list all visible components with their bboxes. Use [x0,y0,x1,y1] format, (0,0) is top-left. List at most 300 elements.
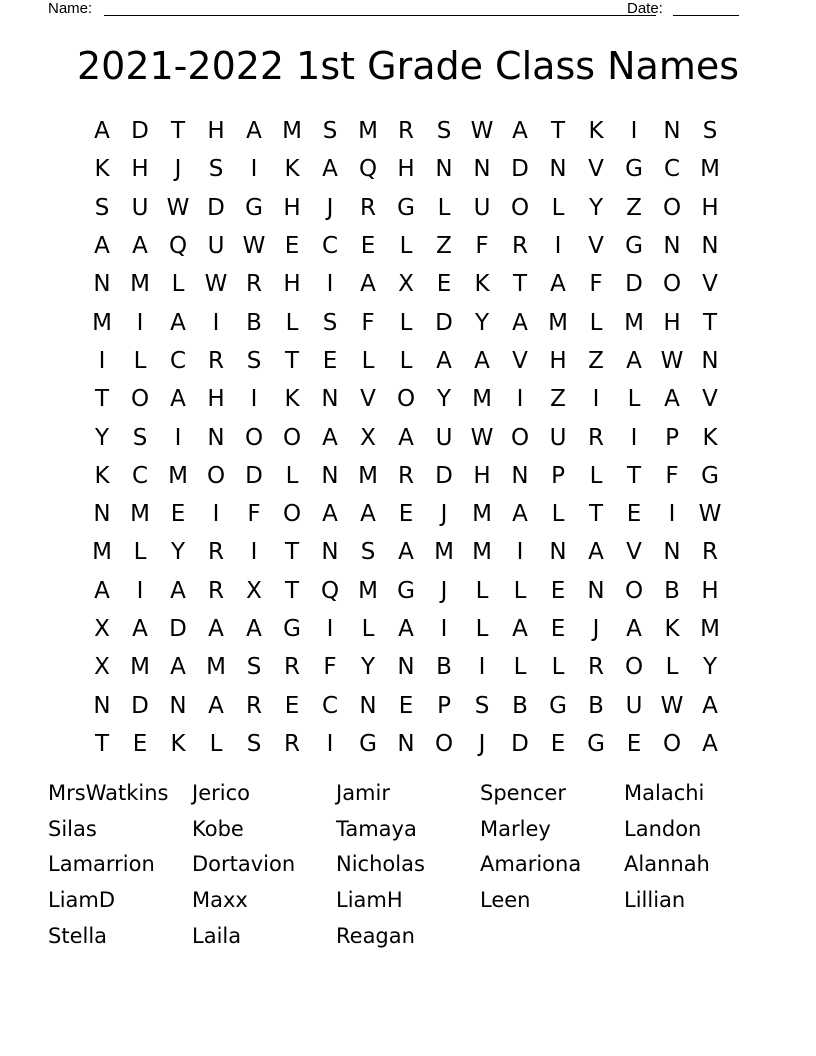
grid-letter[interactable]: M [358,577,378,604]
grid-letter[interactable]: R [284,654,300,681]
grid-letter[interactable]: J [478,730,486,757]
grid-letter[interactable]: U [625,692,643,719]
grid-letter[interactable]: E [550,577,566,604]
grid-letter[interactable]: T [626,462,642,489]
grid-letter[interactable]: W [660,692,684,719]
grid-letter[interactable]: M [92,309,112,336]
grid-letter[interactable]: O [624,654,644,681]
grid-letter[interactable]: F [323,654,337,681]
grid-letter[interactable]: V [512,347,528,374]
grid-letter[interactable]: Q [320,577,340,604]
grid-letter[interactable]: N [359,692,377,719]
grid-letter[interactable]: L [589,462,603,489]
grid-letter[interactable]: M [358,118,378,145]
grid-letter[interactable]: A [246,118,262,145]
grid-letter[interactable]: M [130,271,150,298]
grid-letter[interactable]: D [435,309,453,336]
grid-letter[interactable]: U [131,194,149,221]
grid-letter[interactable]: L [513,654,527,681]
grid-letter[interactable]: N [663,539,681,566]
grid-letter[interactable]: A [512,501,528,528]
grid-letter[interactable]: O [434,730,454,757]
grid-letter[interactable]: I [630,118,638,145]
grid-letter[interactable]: G [397,577,415,604]
grid-letter[interactable]: P [437,692,451,719]
grid-letter[interactable]: A [626,347,642,374]
grid-letter[interactable]: A [208,616,224,642]
grid-letter[interactable]: A [208,692,224,719]
grid-letter[interactable]: I [326,271,334,298]
grid-letter[interactable]: N [93,692,111,719]
grid-letter[interactable]: X [94,654,110,681]
grid-letter[interactable]: D [169,616,187,642]
grid-letter[interactable]: M [434,539,454,566]
grid-letter[interactable]: X [398,271,414,298]
grid-letter[interactable]: P [551,462,565,489]
grid-letter[interactable]: R [588,424,604,451]
grid-letter[interactable]: G [625,156,643,183]
grid-letter[interactable]: O [662,194,682,221]
grid-letter[interactable]: H [283,194,301,221]
grid-letter[interactable]: Y [474,309,490,336]
grid-letter[interactable]: R [398,462,414,489]
grid-letter[interactable]: Y [588,194,604,221]
grid-letter[interactable]: W [204,271,228,298]
grid-letter[interactable]: B [664,577,680,604]
grid-letter[interactable]: V [588,156,604,183]
grid-letter[interactable]: O [662,271,682,298]
grid-letter[interactable]: C [321,692,339,719]
grid-letter[interactable]: X [360,424,376,451]
grid-letter[interactable]: I [136,577,144,604]
grid-letter[interactable]: S [436,118,452,145]
grid-letter[interactable]: I [516,386,524,413]
grid-letter[interactable]: Z [550,386,566,413]
grid-letter[interactable]: M [548,309,568,336]
grid-letter[interactable]: I [212,309,220,336]
grid-letter[interactable]: F [475,233,489,260]
grid-letter[interactable]: Q [358,156,378,183]
grid-letter[interactable]: Y [702,654,718,681]
grid-letter[interactable]: W [698,501,722,528]
grid-letter[interactable]: N [549,539,567,566]
word-bank-item: Laila [192,923,242,948]
grid-letter[interactable]: A [664,386,680,413]
grid-letter[interactable]: Y [436,386,452,413]
grid-letter[interactable]: V [702,386,718,413]
grid-letter[interactable]: U [435,424,453,451]
grid-letter[interactable]: A [436,347,452,374]
grid-letter[interactable]: N [321,462,339,489]
grid-letter[interactable]: O [624,577,644,604]
grid-letter[interactable]: G [587,730,605,757]
grid-letter[interactable]: M [472,539,492,566]
grid-letter[interactable]: O [662,730,682,757]
grid-letter[interactable]: I [478,654,486,681]
grid-letter[interactable]: I [554,233,562,260]
grid-letter[interactable]: Y [360,654,376,681]
grid-letter[interactable]: W [166,194,190,221]
grid-letter[interactable]: L [399,309,413,336]
grid-letter[interactable]: G [549,692,567,719]
grid-letter[interactable]: S [246,730,262,757]
grid-letter[interactable]: L [551,654,565,681]
grid-letter[interactable]: C [321,233,339,260]
grid-letter[interactable]: N [549,156,567,183]
grid-letter[interactable]: O [206,462,226,489]
grid-letter[interactable]: S [132,424,148,451]
grid-letter[interactable]: D [245,462,263,489]
grid-letter[interactable]: I [250,156,258,183]
grid-letter[interactable]: V [588,233,604,260]
grid-letter[interactable]: M [168,462,188,489]
grid-letter[interactable]: O [510,194,530,221]
grid-letter[interactable]: E [398,501,414,528]
grid-letter[interactable]: H [701,577,719,604]
grid-letter[interactable]: A [94,577,110,604]
grid-letter[interactable]: K [94,156,110,183]
grid-letter[interactable]: K [284,156,300,183]
grid-letter[interactable]: L [285,462,299,489]
grid-letter[interactable]: U [549,424,567,451]
grid-letter[interactable]: N [511,462,529,489]
grid-letter[interactable]: A [512,309,528,336]
grid-letter[interactable]: A [132,616,148,642]
grid-letter[interactable]: T [550,118,566,145]
grid-letter[interactable]: A [550,271,566,298]
date-blank-line[interactable] [673,15,739,16]
grid-letter[interactable]: S [702,118,718,145]
grid-letter[interactable]: J [592,616,600,642]
grid-letter[interactable]: T [284,347,300,374]
grid-letter[interactable]: H [397,156,415,183]
grid-letter[interactable]: K [702,424,718,451]
grid-letter[interactable]: E [550,730,566,757]
grid-letter[interactable]: C [663,156,681,183]
grid-letter[interactable]: Z [588,347,604,374]
grid-letter[interactable]: N [435,156,453,183]
grid-letter[interactable]: M [700,156,720,183]
grid-letter[interactable]: L [361,347,375,374]
grid-row [83,342,731,380]
grid-letter[interactable]: A [132,233,148,260]
grid-letter[interactable]: K [170,730,186,757]
grid-letter[interactable]: K [94,462,110,489]
grid-letter[interactable]: H [663,309,681,336]
grid-letter[interactable]: N [587,577,605,604]
grid-letter[interactable]: I [98,347,106,374]
grid-letter[interactable]: R [208,539,224,566]
grid-letter[interactable]: M [472,386,492,413]
grid-letter[interactable]: T [284,539,300,566]
grid-letter[interactable]: F [247,501,261,528]
grid-letter[interactable]: W [242,233,266,260]
grid-letter[interactable]: L [133,347,147,374]
grid-letter[interactable]: V [702,271,718,298]
grid-letter[interactable]: M [472,501,492,528]
grid-letter[interactable]: T [94,386,110,413]
grid-letter[interactable]: L [551,194,565,221]
grid-letter[interactable]: A [398,616,414,642]
grid-letter[interactable]: A [170,309,186,336]
grid-letter[interactable]: Z [626,194,642,221]
grid-letter[interactable]: T [284,577,300,604]
grid-letter[interactable]: E [626,501,642,528]
grid-letter[interactable]: I [592,386,600,413]
grid-letter[interactable]: E [132,730,148,757]
grid-letter[interactable]: F [361,309,375,336]
grid-letter[interactable]: R [284,730,300,757]
grid-letter[interactable]: S [246,347,262,374]
grid-letter[interactable]: R [702,539,718,566]
grid-letter[interactable]: R [246,692,262,719]
grid-letter[interactable]: C [169,347,187,374]
grid-letter[interactable]: E [284,233,300,260]
grid-letter[interactable]: E [360,233,376,260]
grid-letter[interactable]: N [169,692,187,719]
grid-letter[interactable]: A [360,501,376,528]
grid-letter[interactable]: A [360,271,376,298]
grid-letter[interactable]: I [326,730,334,757]
word-bank-item: Lillian [624,888,686,913]
grid-letter[interactable]: D [625,271,643,298]
grid-letter[interactable]: D [207,194,225,221]
grid-letter[interactable]: Z [436,233,452,260]
grid-letter[interactable]: W [470,424,494,451]
grid-letter[interactable]: G [245,194,263,221]
grid-letter[interactable]: J [326,194,334,221]
grid-letter[interactable]: H [549,347,567,374]
grid-letter[interactable]: D [435,462,453,489]
grid-letter[interactable]: H [701,194,719,221]
grid-letter[interactable]: A [170,386,186,413]
grid-letter[interactable]: A [512,616,528,642]
grid-letter[interactable]: L [513,577,527,604]
grid-letter[interactable]: L [551,501,565,528]
grid-letter[interactable]: G [701,462,719,489]
grid-letter[interactable]: N [473,156,491,183]
grid-letter[interactable]: J [440,577,448,604]
grid-letter[interactable]: M [282,118,302,145]
grid-letter[interactable]: J [440,501,448,528]
grid-letter[interactable]: N [93,271,111,298]
grid-letter[interactable]: E [398,692,414,719]
grid-letter[interactable]: I [326,616,334,642]
grid-row [83,495,731,533]
grid-letter[interactable]: L [285,309,299,336]
word-bank-item: Maxx [192,888,248,913]
grid-letter[interactable]: I [250,386,258,413]
grid-letter[interactable]: E [284,692,300,719]
grid-letter[interactable]: R [246,271,262,298]
grid-letter[interactable]: L [627,386,641,413]
grid-letter[interactable]: A [398,424,414,451]
grid-letter[interactable]: A [702,730,718,757]
grid-letter[interactable]: Q [168,233,188,260]
grid-letter[interactable]: E [550,616,566,642]
grid-letter[interactable]: A [94,118,110,145]
grid-letter[interactable]: L [475,616,489,642]
grid-letter[interactable]: G [625,233,643,260]
grid-letter[interactable]: M [130,654,150,681]
grid-letter[interactable]: N [397,654,415,681]
grid-letter[interactable]: N [663,233,681,260]
grid-letter[interactable]: D [131,118,149,145]
grid-letter[interactable]: S [94,194,110,221]
grid-letter[interactable]: L [399,347,413,374]
grid-letter[interactable]: U [473,194,491,221]
grid-letter[interactable]: V [626,539,642,566]
grid-letter[interactable]: R [360,194,376,221]
grid-letter[interactable]: M [358,462,378,489]
grid-row [83,380,731,418]
grid-letter[interactable]: N [397,730,415,757]
grid-letter[interactable]: E [626,730,642,757]
grid-letter[interactable]: K [664,616,680,642]
grid-letter[interactable]: Y [170,539,186,566]
grid-letter[interactable]: M [92,539,112,566]
grid-letter[interactable]: E [322,347,338,374]
grid-letter[interactable]: T [702,309,718,336]
grid-letter[interactable]: I [174,424,182,451]
grid-letter[interactable]: B [588,692,604,719]
grid-letter[interactable]: A [626,616,642,642]
grid-letter[interactable]: L [361,616,375,642]
grid-letter[interactable]: W [470,118,494,145]
grid-letter[interactable]: A [702,692,718,719]
grid-letter[interactable]: L [209,730,223,757]
grid-letter[interactable]: M [130,501,150,528]
grid-letter[interactable]: F [665,462,679,489]
grid-letter[interactable]: A [322,424,338,451]
grid-letter[interactable]: A [246,616,262,642]
grid-letter[interactable]: M [700,616,720,642]
grid-letter[interactable]: R [208,577,224,604]
grid-letter[interactable]: X [246,577,262,604]
grid-letter[interactable]: D [131,692,149,719]
grid-letter[interactable]: E [436,271,452,298]
grid-letter[interactable]: H [207,118,225,145]
grid-letter[interactable]: N [207,424,225,451]
grid-letter[interactable]: T [512,271,528,298]
grid-letter[interactable]: R [208,347,224,374]
grid-letter[interactable]: K [284,386,300,413]
grid-letter[interactable]: O [282,501,302,528]
grid-letter[interactable]: S [360,539,376,566]
grid-letter[interactable]: N [321,386,339,413]
grid-letter[interactable]: A [170,577,186,604]
grid-letter[interactable]: H [131,156,149,183]
grid-letter[interactable]: O [396,386,416,413]
grid-letter[interactable]: J [174,156,182,183]
grid-letter[interactable]: W [660,347,684,374]
grid-letter[interactable]: A [170,654,186,681]
grid-letter[interactable]: G [283,616,301,642]
grid-letter[interactable]: I [250,539,258,566]
name-blank-line[interactable] [104,15,656,16]
grid-letter[interactable]: A [474,347,490,374]
grid-letter[interactable]: L [399,233,413,260]
grid-letter[interactable]: N [663,118,681,145]
grid-letter[interactable]: T [170,118,186,145]
grid-letter[interactable]: G [397,194,415,221]
grid-letter[interactable]: R [398,118,414,145]
grid-letter[interactable]: F [589,271,603,298]
grid-letter[interactable]: L [475,577,489,604]
grid-letter[interactable]: K [474,271,490,298]
grid-letter[interactable]: I [630,424,638,451]
grid-letter[interactable]: T [94,730,110,757]
grid-letter[interactable]: I [136,309,144,336]
grid-letter[interactable]: S [208,156,224,183]
grid-letter[interactable]: V [360,386,376,413]
grid-letter[interactable]: C [131,462,149,489]
grid-letter[interactable]: L [589,309,603,336]
grid-letter[interactable]: I [440,616,448,642]
grid-letter[interactable]: I [668,501,676,528]
grid-letter[interactable]: D [511,156,529,183]
grid-letter[interactable]: H [283,271,301,298]
grid-letter[interactable]: S [474,692,490,719]
grid-letter[interactable]: A [398,539,414,566]
grid-letter[interactable]: M [624,309,644,336]
grid-letter[interactable]: P [665,424,679,451]
grid-letter[interactable]: D [511,730,529,757]
grid-letter[interactable]: A [322,501,338,528]
grid-letter[interactable]: A [322,156,338,183]
grid-letter[interactable]: L [437,194,451,221]
grid-letter[interactable]: H [207,386,225,413]
grid-letter[interactable]: O [282,424,302,451]
grid-letter[interactable]: T [588,501,604,528]
grid-letter[interactable]: G [359,730,377,757]
grid-letter[interactable]: N [93,501,111,528]
grid-letter[interactable]: A [588,539,604,566]
grid-letter[interactable]: A [94,233,110,260]
grid-letter[interactable]: I [212,501,220,528]
grid-row [83,572,731,610]
grid-row [83,648,731,686]
grid-letter[interactable]: Y [94,424,110,451]
grid-letter[interactable]: U [207,233,225,260]
grid-letter[interactable]: L [665,654,679,681]
grid-letter[interactable]: I [516,539,524,566]
grid-letter[interactable]: N [701,347,719,374]
grid-letter[interactable]: O [130,386,150,413]
grid-letter[interactable]: B [436,654,452,681]
grid-letter[interactable]: S [322,118,338,145]
grid-letter[interactable]: L [171,271,185,298]
page-title: 2021-2022 1st Grade Class Names [76,44,740,88]
grid-letter[interactable]: M [206,654,226,681]
grid-letter[interactable]: L [133,539,147,566]
grid-letter[interactable]: N [321,539,339,566]
grid-letter[interactable]: O [510,424,530,451]
grid-letter[interactable]: B [246,309,262,336]
grid-letter[interactable]: R [512,233,528,260]
grid-letter[interactable]: A [512,118,528,145]
grid-letter[interactable]: N [701,233,719,260]
grid-letter[interactable]: E [170,501,186,528]
grid-letter[interactable]: O [244,424,264,451]
grid-letter[interactable]: S [246,654,262,681]
grid-letter[interactable]: B [512,692,528,719]
grid-letter[interactable]: H [473,462,491,489]
grid-letter[interactable]: R [588,654,604,681]
grid-letter[interactable]: X [94,616,110,642]
grid-letter[interactable]: S [322,309,338,336]
grid-letter[interactable]: K [588,118,604,145]
